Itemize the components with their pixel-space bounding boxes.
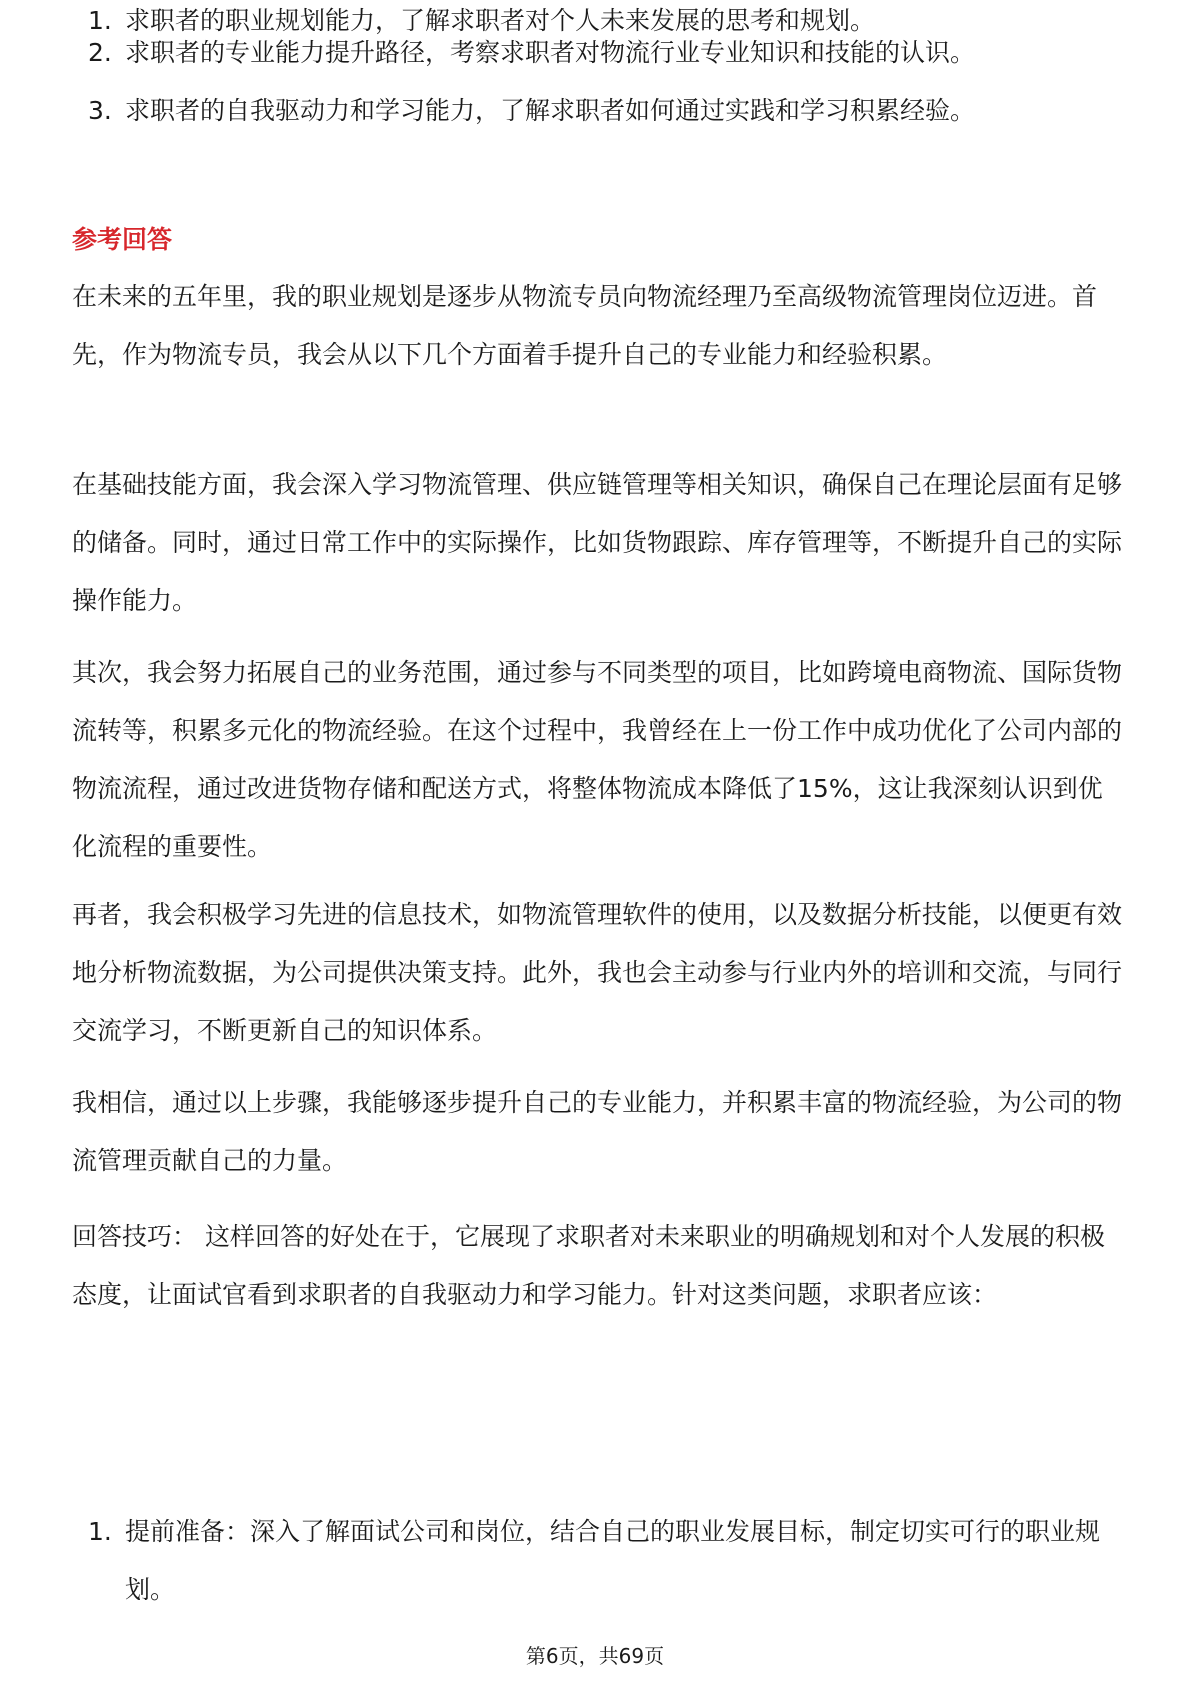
page-number: 第6页，共69页: [525, 1644, 665, 1668]
list-item-text: 提前准备：深入了解面试公司和岗位，结合自己的职业发展目标，制定切实可行的职业规划。: [125, 1517, 1101, 1604]
answer-paragraph: 在未来的五年里，我的职业规划是逐步从物流专员向物流经理乃至高级物流管理岗位迈进。首先，作为物流专员，我会从以下几个方面着手提升自己的专业能力和经验积累。: [72, 282, 1098, 369]
tips-list: [72, 1503, 1122, 1619]
list-item: [72, 24, 975, 82]
list-item-number: 3.: [88, 96, 112, 125]
list-item: [72, 0, 975, 35]
list-item-number: 2.: [88, 38, 112, 67]
list-item-text: 求职者的职业规划能力，了解求职者对个人未来发展的思考和规划。: [125, 6, 876, 35]
answer-paragraph: 在基础技能方面，我会深入学习物流管理、供应链管理等相关知识，确保自己在理论层面有足够的储备。同时，通过日常工作中的实际操作，比如货物跟踪、库存管理等，不断提升自己的实际操作能力。: [72, 470, 1123, 615]
answer-paragraph: 我相信，通过以上步骤，我能够逐步提升自己的专业能力，并积累丰富的物流经验，为公司的物流管理贡献自己的力量。: [72, 1088, 1123, 1175]
list-item-number: 1.: [88, 6, 112, 35]
list-item-text: 求职者的自我驱动力和学习能力，了解求职者如何通过实践和学习积累经验。: [125, 96, 976, 125]
evaluation-points-list: [72, 6, 976, 140]
tips-paragraph: 回答技巧： 这样回答的好处在于，它展现了求职者对未来职业的明确规划和对个人发展的积极态度，让面试官看到求职者的自我驱动力和学习能力。针对这类问题，求职者应该：: [72, 1222, 1105, 1309]
answer-paragraph: 其次，我会努力拓展自己的业务范围，通过参与不同类型的项目，比如跨境电商物流、国际货物流转等，积累多元化的物流经验。在这个过程中，我曾经在上一份工作中成功优化了公司内部的物流流程，通过改进货物存储和配送方式，将整体物流成本降低了15%，这让我深刻认识到优化流程的重要性。: [72, 658, 1123, 861]
answer-paragraph: 再者，我会积极学习先进的信息技术，如物流管理软件的使用，以及数据分析技能，以便更有效地分析物流数据，为公司提供决策支持。此外，我也会主动参与行业内外的培训和交流，与同行交流学习，不断更新自己的知识体系。: [72, 900, 1123, 1045]
list-item-number: 1.: [88, 1517, 112, 1546]
list-item: [72, 82, 975, 140]
list-item-text: 求职者的专业能力提升路径，考察求职者对物流行业专业知识和技能的认识。: [125, 38, 976, 67]
list-item: [72, 1503, 1122, 1619]
section-title: 参考回答: [72, 225, 173, 254]
